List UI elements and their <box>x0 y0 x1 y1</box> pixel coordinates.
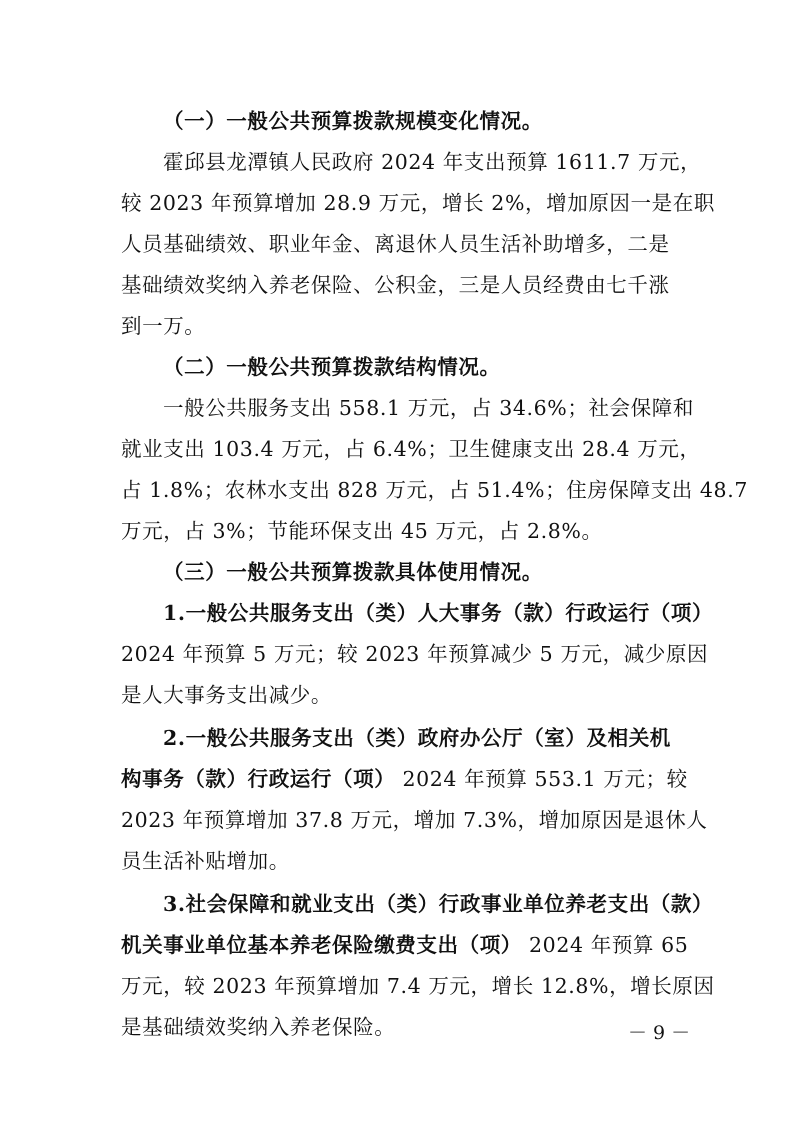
section1-line-5: 到一万。 <box>121 314 206 338</box>
item2-line-2 <box>121 767 688 791</box>
item1-line-2: 2024 年预算 5 万元；较 2023 年预算减少 5 万元，减少原因 <box>121 642 709 666</box>
section1-line-4: 基础绩效奖纳入养老保险、公积金，三是人员经费由七千涨 <box>121 273 670 297</box>
section2-line-1: 一般公共服务支出 558.1 万元，占 34.6%；社会保障和 <box>163 396 694 420</box>
section1-heading: （一）一般公共预算拨款规模变化情况。 <box>163 109 543 133</box>
item3-line-3: 万元，较 2023 年预算增加 7.4 万元，增长 12.8%，增长原因 <box>121 974 715 998</box>
item2-line-2-text: 2024 年预算 553.1 万元；较 <box>402 767 688 791</box>
item2-line-4: 员生活补贴增加。 <box>121 849 290 873</box>
item3-line-2-text: 2024 年预算 65 <box>529 933 689 957</box>
item2-heading: 2.一般公共服务支出（类）政府办公厅（室）及相关机 <box>163 726 671 750</box>
item3-heading: 3.社会保障和就业支出（类）行政事业单位养老支出（款） <box>163 892 714 916</box>
item3-line-2 <box>121 933 688 957</box>
section2-heading: （二）一般公共预算拨款结构情况。 <box>163 355 501 379</box>
page-number: － 9 － <box>628 1022 691 1044</box>
section1-line-3: 人员基础绩效、职业年金、离退休人员生活补助增多，二是 <box>121 232 670 256</box>
section2-line-4: 万元，占 3%；节能环保支出 45 万元，占 2.8%。 <box>121 519 603 543</box>
item1-heading: 1.一般公共服务支出（类）人大事务（款）行政运行（项） <box>163 601 714 625</box>
section1-line-2: 较 2023 年预算增加 28.9 万元，增长 2%，增加原因一是在职 <box>121 191 715 215</box>
item3-line-4: 是基础绩效奖纳入养老保险。 <box>121 1015 396 1039</box>
item1-line-3: 是人大事务支出减少。 <box>121 683 332 707</box>
item3-line-2-bold: 机关事业单位基本养老保险缴费支出（项） <box>121 933 522 957</box>
section1-line-1: 霍邱县龙潭镇人民政府 2024 年支出预算 1611.7 万元， <box>163 150 702 174</box>
section3-heading: （三）一般公共预算拨款具体使用情况。 <box>163 560 543 584</box>
section2-line-2: 就业支出 103.4 万元，占 6.4%；卫生健康支出 28.4 万元， <box>121 437 701 461</box>
item2-line-2-bold: 构事务（款）行政运行（项） <box>121 767 396 791</box>
item2-line-3: 2023 年预算增加 37.8 万元，增加 7.3%，增加原因是退休人 <box>121 808 708 832</box>
section2-line-3: 占 1.8%；农林水支出 828 万元，占 51.4%；住房保障支出 48.7 <box>121 478 748 502</box>
